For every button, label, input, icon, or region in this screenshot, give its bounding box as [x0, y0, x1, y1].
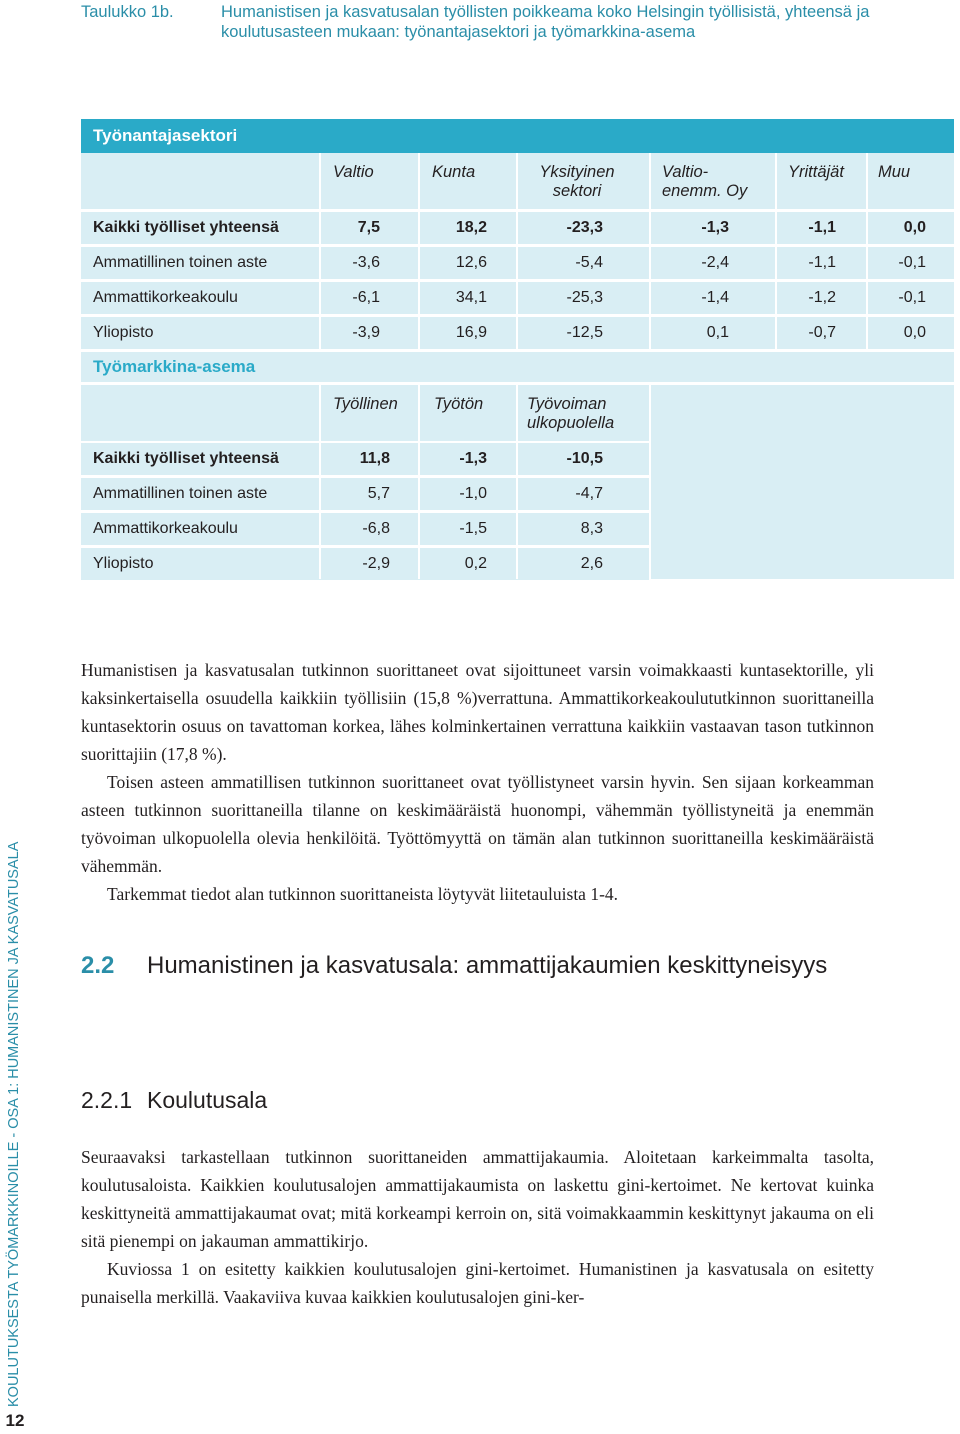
- paragraph: Tarkemmat tiedot alan tutkinnon suorittaneista löytyvät liitetauluista 1-4.: [107, 884, 619, 904]
- row-label: Ammattikorkeakoulu: [93, 289, 238, 306]
- table1-col-valtio: Valtio: [333, 163, 374, 181]
- table-divider: [516, 385, 518, 579]
- cell: 8,3: [580, 520, 603, 537]
- section-number: 2.2: [81, 952, 115, 979]
- table2-row-total: [81, 443, 649, 475]
- cell: 0,2: [464, 555, 487, 572]
- cell: -3,6: [352, 254, 380, 271]
- table1-col-muu: Muu: [878, 163, 911, 181]
- cell: -0,1: [898, 254, 926, 271]
- table1-title: Työnantajasektori: [81, 119, 954, 153]
- table1-col-yksityinen: Yksityinen sektori: [539, 163, 615, 200]
- paragraph: Kuviossa 1 on esitetty kaikkien koulutusalojen gini-kertoimet. Humanistinen ja kasvatusala on esitetty punaisella merkillä. Vaakaviiva kuvaa kaikkien koulutusalojen gini-ker-: [81, 1259, 874, 1307]
- body-text-2: [81, 1143, 874, 1311]
- row-label: Yliopisto: [93, 555, 154, 572]
- cell: -5,4: [575, 254, 603, 271]
- row-label: Ammatillinen toinen aste: [93, 254, 268, 271]
- paragraph: Humanistisen ja kasvatusalan tutkinnon suorittaneet ovat sijoittuneet varsin voimakkaasti kuntasektorille, yli kaksinkertaisella osuudella kaikkiin työllisiin (15,8 %)verrattuna. Ammattikorkeakoulututkinnon suorittaneilla kuntasektorin osuus on tavattoman korkea, lähes kolminkertainen verrattuna kaikkiin vastaavan tason tutkinnon suorittajiin (17,8 %).: [81, 660, 874, 764]
- row-label: Kaikki työlliset yhteensä: [93, 219, 279, 236]
- table-divider: [649, 153, 651, 349]
- table-divider: [775, 153, 777, 349]
- table2-row-yliopisto: [81, 548, 649, 580]
- table2-header-row: [81, 385, 649, 441]
- cell: 34,1: [455, 289, 487, 306]
- body-text-1: [81, 656, 874, 908]
- table-divider: [649, 385, 651, 579]
- row-label: Ammatillinen toinen aste: [93, 485, 268, 502]
- cell: -0,7: [808, 324, 836, 341]
- caption-label: Taulukko 1b.: [81, 3, 174, 21]
- cell: -3,9: [352, 324, 380, 341]
- subsection-title: Koulutusala: [147, 1087, 268, 1113]
- section-heading: [81, 952, 827, 980]
- cell: 7,5: [357, 219, 380, 236]
- cell: 0,0: [903, 219, 926, 236]
- running-title: [2, 841, 28, 1407]
- table-divider: [418, 153, 420, 349]
- running-title-text: KOULUTUKSESTA TYÖMARKKINOILLE - OSA 1: HUMANISTINEN JA KASVATUSALA: [6, 841, 22, 1407]
- page-number: 12: [5, 1411, 25, 1430]
- cell: -2,4: [701, 254, 729, 271]
- table-divider: [516, 153, 518, 349]
- row-label: Ammattikorkeakoulu: [93, 520, 238, 537]
- cell: -1,2: [808, 289, 836, 306]
- cell: -1,4: [701, 289, 729, 306]
- cell: 12,6: [455, 254, 487, 271]
- table1-col-valtio-oy: Valtio-enemm. Oy: [662, 163, 748, 200]
- cell: 2,6: [580, 555, 603, 572]
- subsection-number: 2.2.1: [81, 1087, 133, 1113]
- cell: -1,3: [701, 219, 729, 236]
- cell: -6,1: [352, 289, 380, 306]
- cell: -1,1: [808, 219, 836, 236]
- cell: -4,7: [575, 485, 603, 502]
- table2-col-tyoton: Työtön: [434, 395, 484, 413]
- cell: 0,1: [706, 324, 729, 341]
- table2-title: Työmarkkina-asema: [81, 352, 954, 382]
- row-label: Kaikki työlliset yhteensä: [93, 450, 279, 467]
- cell: -1,1: [808, 254, 836, 271]
- section-title: Humanistinen ja kasvatusala: ammattijakaumien keskittyneisyys: [147, 952, 828, 979]
- cell: -1,5: [459, 520, 487, 537]
- cell: 0,0: [903, 324, 926, 341]
- table2-row-ammatillinen: [81, 478, 649, 510]
- cell: -25,3: [566, 289, 603, 306]
- table2-col-ulkopuolella: Työvoiman ulkopuolella: [527, 395, 615, 432]
- paragraph: Seuraavaksi tarkastellaan tutkinnon suorittaneiden ammattijakaumia. Aloitetaan karkeimmalta tasolta, koulutusaloista. Kaikkien koulutusalojen ammattijakaumista on laskettu gini-kertoimet. Ne kertovat kuinka keskittyneitä ammattijakaumat ovat; mitä korkeampi kerroin on, sitä voimakkaammin keskittynyt jakauma on eli sitä pienempi on jakauman ammattikirjo.: [81, 1147, 874, 1251]
- cell: 16,9: [455, 324, 487, 341]
- table-divider: [319, 153, 321, 349]
- table2-row-amk: [81, 513, 649, 545]
- row-label: Yliopisto: [93, 324, 154, 341]
- table-divider: [866, 153, 868, 349]
- cell: -23,3: [566, 219, 603, 236]
- cell: -12,5: [566, 324, 603, 341]
- table2-empty-area: [651, 385, 954, 579]
- paragraph: Toisen asteen ammatillisen tutkinnon suorittaneet ovat työllistyneet varsin hyvin. Sen sijaan korkeamman asteen tutkinnon suorittaneilla tilanne on keskimääräistä huonompi, vähemmän työllistyneitä ja enemmän työvoiman ulkopuolella olevia henkilöitä. Työttömyyttä on tämän alan tutkinnon suorittaneilla keskimääräistä vähemmän.: [81, 772, 874, 876]
- cell: -1,0: [459, 485, 487, 502]
- table-divider: [319, 385, 321, 579]
- cell: -10,5: [566, 450, 603, 467]
- caption-text: Humanistisen ja kasvatusalan työllisten poikkeama koko Helsingin työllisistä, yhteensä ja koulutusasteen mukaan: työnantajasektori ja työmarkkina-asema: [221, 3, 870, 41]
- cell: -6,8: [362, 520, 390, 537]
- table2-col-tyollinen: Työllinen: [333, 395, 398, 413]
- cell: -2,9: [362, 555, 390, 572]
- table1-col-yrittajat: Yrittäjät: [788, 163, 844, 181]
- cell: -1,3: [459, 450, 487, 467]
- cell: 5,7: [367, 485, 390, 502]
- cell: 18,2: [455, 219, 487, 236]
- cell: 11,8: [359, 450, 390, 467]
- cell: -0,1: [898, 289, 926, 306]
- table-divider: [418, 385, 420, 579]
- subsection-heading: [81, 1087, 267, 1114]
- table1-col-kunta: Kunta: [432, 163, 476, 181]
